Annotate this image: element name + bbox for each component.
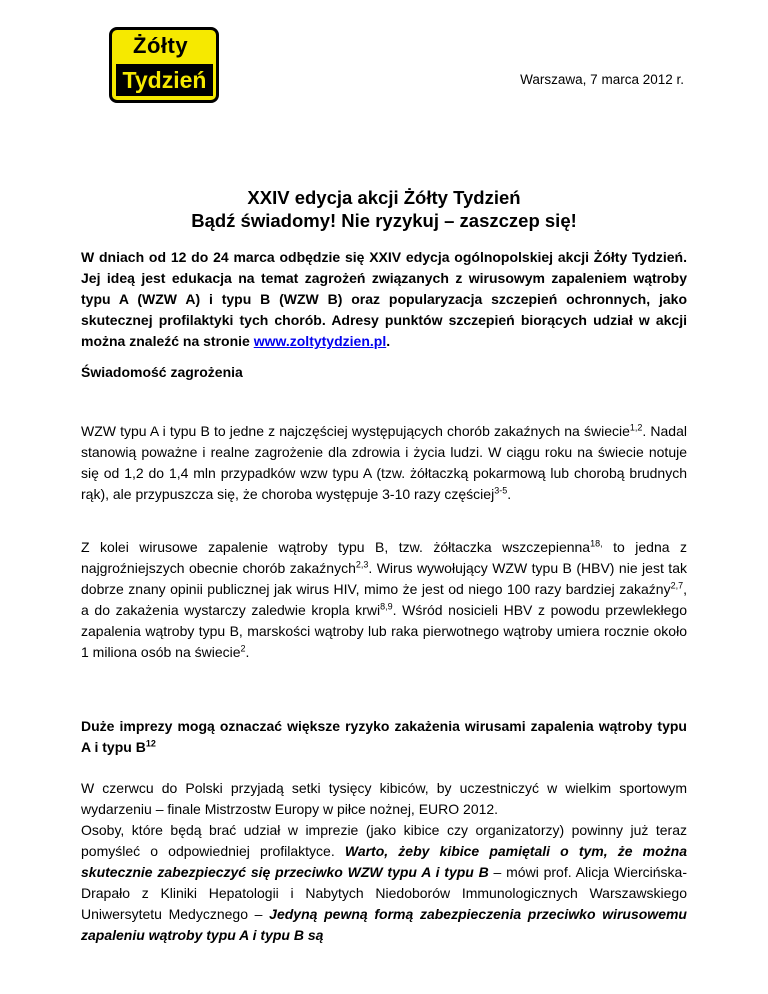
s2p2-c: – mówi prof. Alicja Wiercińska-Drapało z Kliniki Hepatologii i Nabytych Niedoborów Immunologicznych Warszawskiego Uniwersytetu Medycznego – <box>81 864 688 922</box>
section1-paragraph2 <box>81 537 687 663</box>
section2-heading-text: Duże imprezy mogą oznaczać większe ryzyko zakażenia wirusami zapalenia wątroby typu A i typu B <box>81 718 687 755</box>
section1-heading <box>81 362 687 383</box>
s2p2-d: Jedyną pewną formą zabezpieczenia przeciwko wirusowemu zapaleniu wątroby typu A i typu B są <box>81 906 687 943</box>
logo-line2: Tydzień <box>116 64 213 96</box>
s2p2-b: Warto, żeby kibice pamiętali o tym, że można skutecznie zabezpieczyć się przeciwko WZW typu A i typu B <box>81 843 688 880</box>
s1p1-sup2: 3-5 <box>494 485 508 496</box>
s1p2-sup4: 8,9 <box>380 601 393 612</box>
document-title <box>0 186 768 232</box>
section2-heading-sup: 12 <box>145 738 156 749</box>
s1p2-d: , a do zakażenia wystarczy zaledwie kropla krwi <box>81 581 687 618</box>
section2-paragraph1 <box>81 778 687 946</box>
document-date: Warszawa, 7 marca 2012 r. <box>520 72 684 87</box>
s1p2-e: . Wśród nosicieli HBV z powodu przewlekłego zapalenia wątroby typu B, marskości wątroby lub raka pierwotnego wątroby umiera rocznie około 1 miliona osób na świecie <box>81 602 687 660</box>
s1p2-f: . <box>245 644 250 660</box>
s1p1-sup1: 1,2 <box>629 422 643 433</box>
s1p2-a: Z kolei wirusowe zapalenie wątroby typu B, tzw. żółtaczka wszczepienna <box>81 539 591 555</box>
zolty-tydzien-logo <box>109 27 219 103</box>
section1-paragraph1 <box>81 421 687 505</box>
s1p2-c: . Wirus wywołujący WZW typu B (HBV) nie jest tak dobrze znany opinii publicznej jak wirus HIV, mimo że jest od niego 100 razy bardziej zakaźny <box>81 560 687 597</box>
lead-end: . <box>386 333 391 349</box>
s1p1-a: WZW typu A i typu B to jedne z najczęściej występujących chorób zakaźnych na świecie <box>81 423 630 439</box>
title-line2: Bądź świadomy! Nie ryzykuj – zaszczep się! <box>191 210 577 231</box>
s1p2-sup1: 18, <box>590 538 603 549</box>
s1p2-sup2: 2,3 <box>355 559 369 570</box>
section2-heading <box>81 716 687 758</box>
section1-heading-text: Świadomość zagrożenia <box>81 364 243 380</box>
title-line1: XXIV edycja akcji Żółty Tydzień <box>247 187 521 208</box>
s1p1-b: . Nadal stanowią poważne i realne zagrożenie dla zdrowia i życia ludzi. W ciągu roku na świecie notuje się od 1,2 do 1,4 mln przypadków wzw typu A (tzw. żółtaczką pokarmową lub chorobą brudnych rąk), ale przypuszcza się, że choroba występuje 3-10 razy częściej <box>81 423 687 502</box>
s1p2-b: to jedna z najgroźniejszych obecnie chorób zakaźnych <box>81 539 688 576</box>
s1p2-sup3: 2,7 <box>670 580 684 591</box>
s1p2-sup5: 2 <box>240 643 246 654</box>
lead-paragraph <box>81 247 687 352</box>
website-link[interactable]: www.zoltytydzien.pl <box>253 333 387 349</box>
lead-text: W dniach od 12 do 24 marca odbędzie się XXIV edycja ogólnopolskiej akcji Żółty Tydzień. Jej ideą jest edukacja na temat zagrożeń związanych z wirusowym zapaleniem wątroby typu A (WZW A) i typu B (WZW B) oraz popularyzacja szczepień ochronnych, jako skutecznej profilaktyki tych chorób. Adresy punktów szczepień biorących udział w akcji można znaleźć na stronie <box>81 249 687 349</box>
s2p2-a: Osoby, które będą brać udział w imprezie (jako kibice czy organizatorzy) powinny już teraz pomyśleć o odpowiedniej profilaktyce. <box>81 822 687 859</box>
logo-line1: Żółty <box>133 33 189 58</box>
s1p1-c: . <box>507 486 512 502</box>
s2p1: W czerwcu do Polski przyjadą setki tysięcy kibiców, by uczestniczyć w wielkim sportowym wydarzeniu – finale Mistrzostw Europy w piłce nożnej, EURO 2012. <box>81 780 687 817</box>
